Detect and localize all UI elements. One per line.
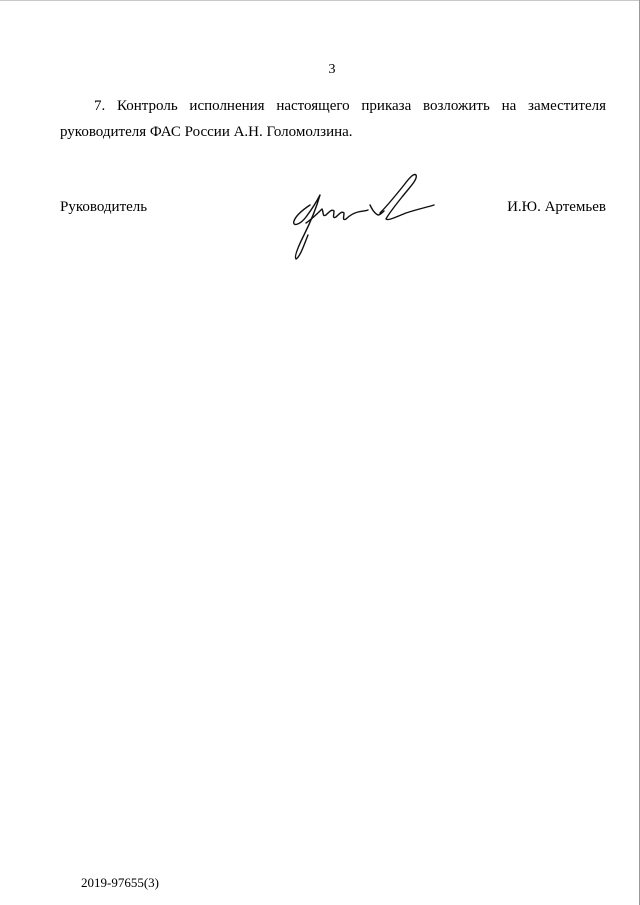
signer-name: И.Ю. Артемьев bbox=[507, 199, 606, 215]
order-paragraph: 7. Контроль исполнения настоящего приказа возложить на заместителя руководителя ФАС России А.Н. Голомолзина. bbox=[60, 98, 606, 140]
signer-title: Руководитель bbox=[60, 199, 148, 215]
page-top-edge bbox=[0, 0, 640, 1]
page-number: 3 bbox=[328, 62, 336, 77]
document-code: 2019-97655(3) bbox=[81, 875, 159, 890]
handwritten-signature-icon bbox=[282, 165, 442, 265]
